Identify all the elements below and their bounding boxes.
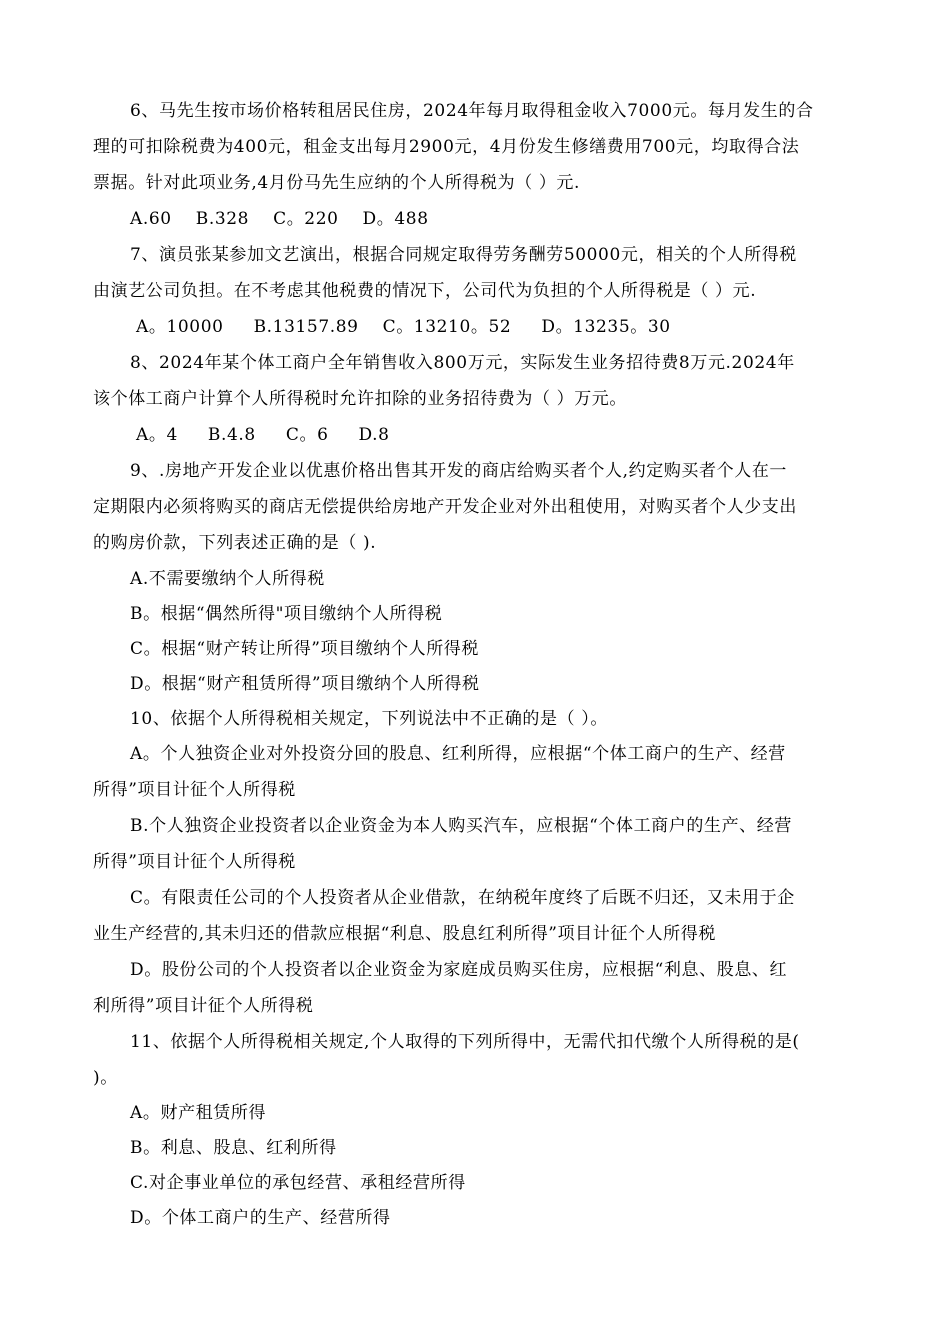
q6-stem-line1: 6、马先生按市场价格转租居民住房，2024年每月取得租金收入7000元。每月发生的合	[130, 101, 814, 121]
q6-options: A.60 B.328 C。220 D。488	[130, 209, 429, 229]
q9-option-a: A.不需要缴纳个人所得税	[130, 569, 325, 589]
q11-option-b: B。利息、股息、红利所得	[130, 1138, 337, 1158]
q10-option-d-line2: 利所得”项目计征个人所得税	[93, 996, 314, 1016]
q11-option-a: A。财产租赁所得	[130, 1103, 267, 1123]
q10-stem: 10、依据个人所得税相关规定，下列说法中不正确的是（ ）。	[130, 709, 608, 729]
q10-option-b-line2: 所得”项目计征个人所得税	[93, 852, 296, 872]
q8-stem-line1: 8、2024年某个体工商户全年销售收入800万元，实际发生业务招待费8万元.2024年	[130, 353, 795, 373]
q10-option-a-line1: A。个人独资企业对外投资分回的股息、红利所得，应根据“个体工商户的生产、经营	[130, 744, 786, 764]
q9-stem-line2: 定期限内必须将购买的商店无偿提供给房地产开发企业对外出租使用，对购买者个人少支出	[93, 497, 797, 517]
q11-option-d: D。个体工商户的生产、经营所得	[130, 1208, 391, 1228]
q10-option-c-line2: 业生产经营的,其未归还的借款应根据“利息、股息红利所得”项目计征个人所得税	[93, 924, 716, 944]
q11-stem-line2: )。	[93, 1068, 118, 1088]
q11-option-c: C.对企事业单位的承包经营、承租经营所得	[130, 1173, 466, 1193]
q9-option-d: D。根据“财产租赁所得”项目缴纳个人所得税	[130, 674, 480, 694]
q9-option-c: C。根据“财产转让所得”项目缴纳个人所得税	[130, 639, 479, 659]
q10-option-a-line2: 所得”项目计征个人所得税	[93, 780, 296, 800]
q6-stem-line2: 理的可扣除税费为400元，租金支出每月2900元，4月份发生修缮费用700元，均取得合法	[93, 137, 800, 157]
q8-stem-line2: 该个体工商户计算个人所得税时允许扣除的业务招待费为（ ）万元。	[93, 389, 628, 409]
q10-option-d-line1: D。股份公司的个人投资者以企业资金为家庭成员购买住房，应根据“利息、股息、红	[130, 960, 788, 980]
q9-stem-line1: 9、.房地产开发企业以优惠价格出售其开发的商店给购买者个人,约定购买者个人在一	[130, 461, 788, 481]
q10-option-b-line1: B.个人独资企业投资者以企业资金为本人购买汽车，应根据“个体工商户的生产、经营	[130, 816, 792, 836]
q8-options: A。4 B.4.8 C。6 D.8	[136, 425, 390, 445]
q9-stem-line3: 的购房价款，下列表述正确的是（ ).	[93, 533, 377, 553]
q6-stem-line3: 票据。针对此项业务,4月份马先生应纳的个人所得税为（ ）元.	[93, 173, 581, 193]
q9-option-b: B。根据“偶然所得"项目缴纳个人所得税	[130, 604, 443, 624]
q10-option-c-line1: C。有限责任公司的个人投资者从企业借款，在纳税年度终了后既不归还，又未用于企	[130, 888, 795, 908]
q11-stem-line1: 11、依据个人所得税相关规定,个人取得的下列所得中，无需代扣代缴个人所得税的是(	[130, 1032, 800, 1052]
q7-stem-line2: 由演艺公司负担。在不考虑其他税费的情况下，公司代为负担的个人所得税是（ ）元.	[93, 281, 757, 301]
q7-stem-line1: 7、演员张某参加文艺演出，根据合同规定取得劳务酬劳50000元，相关的个人所得税	[130, 245, 797, 265]
q7-options: A。10000 B.13157.89 C。13210。52 D。13235。30	[136, 317, 671, 337]
